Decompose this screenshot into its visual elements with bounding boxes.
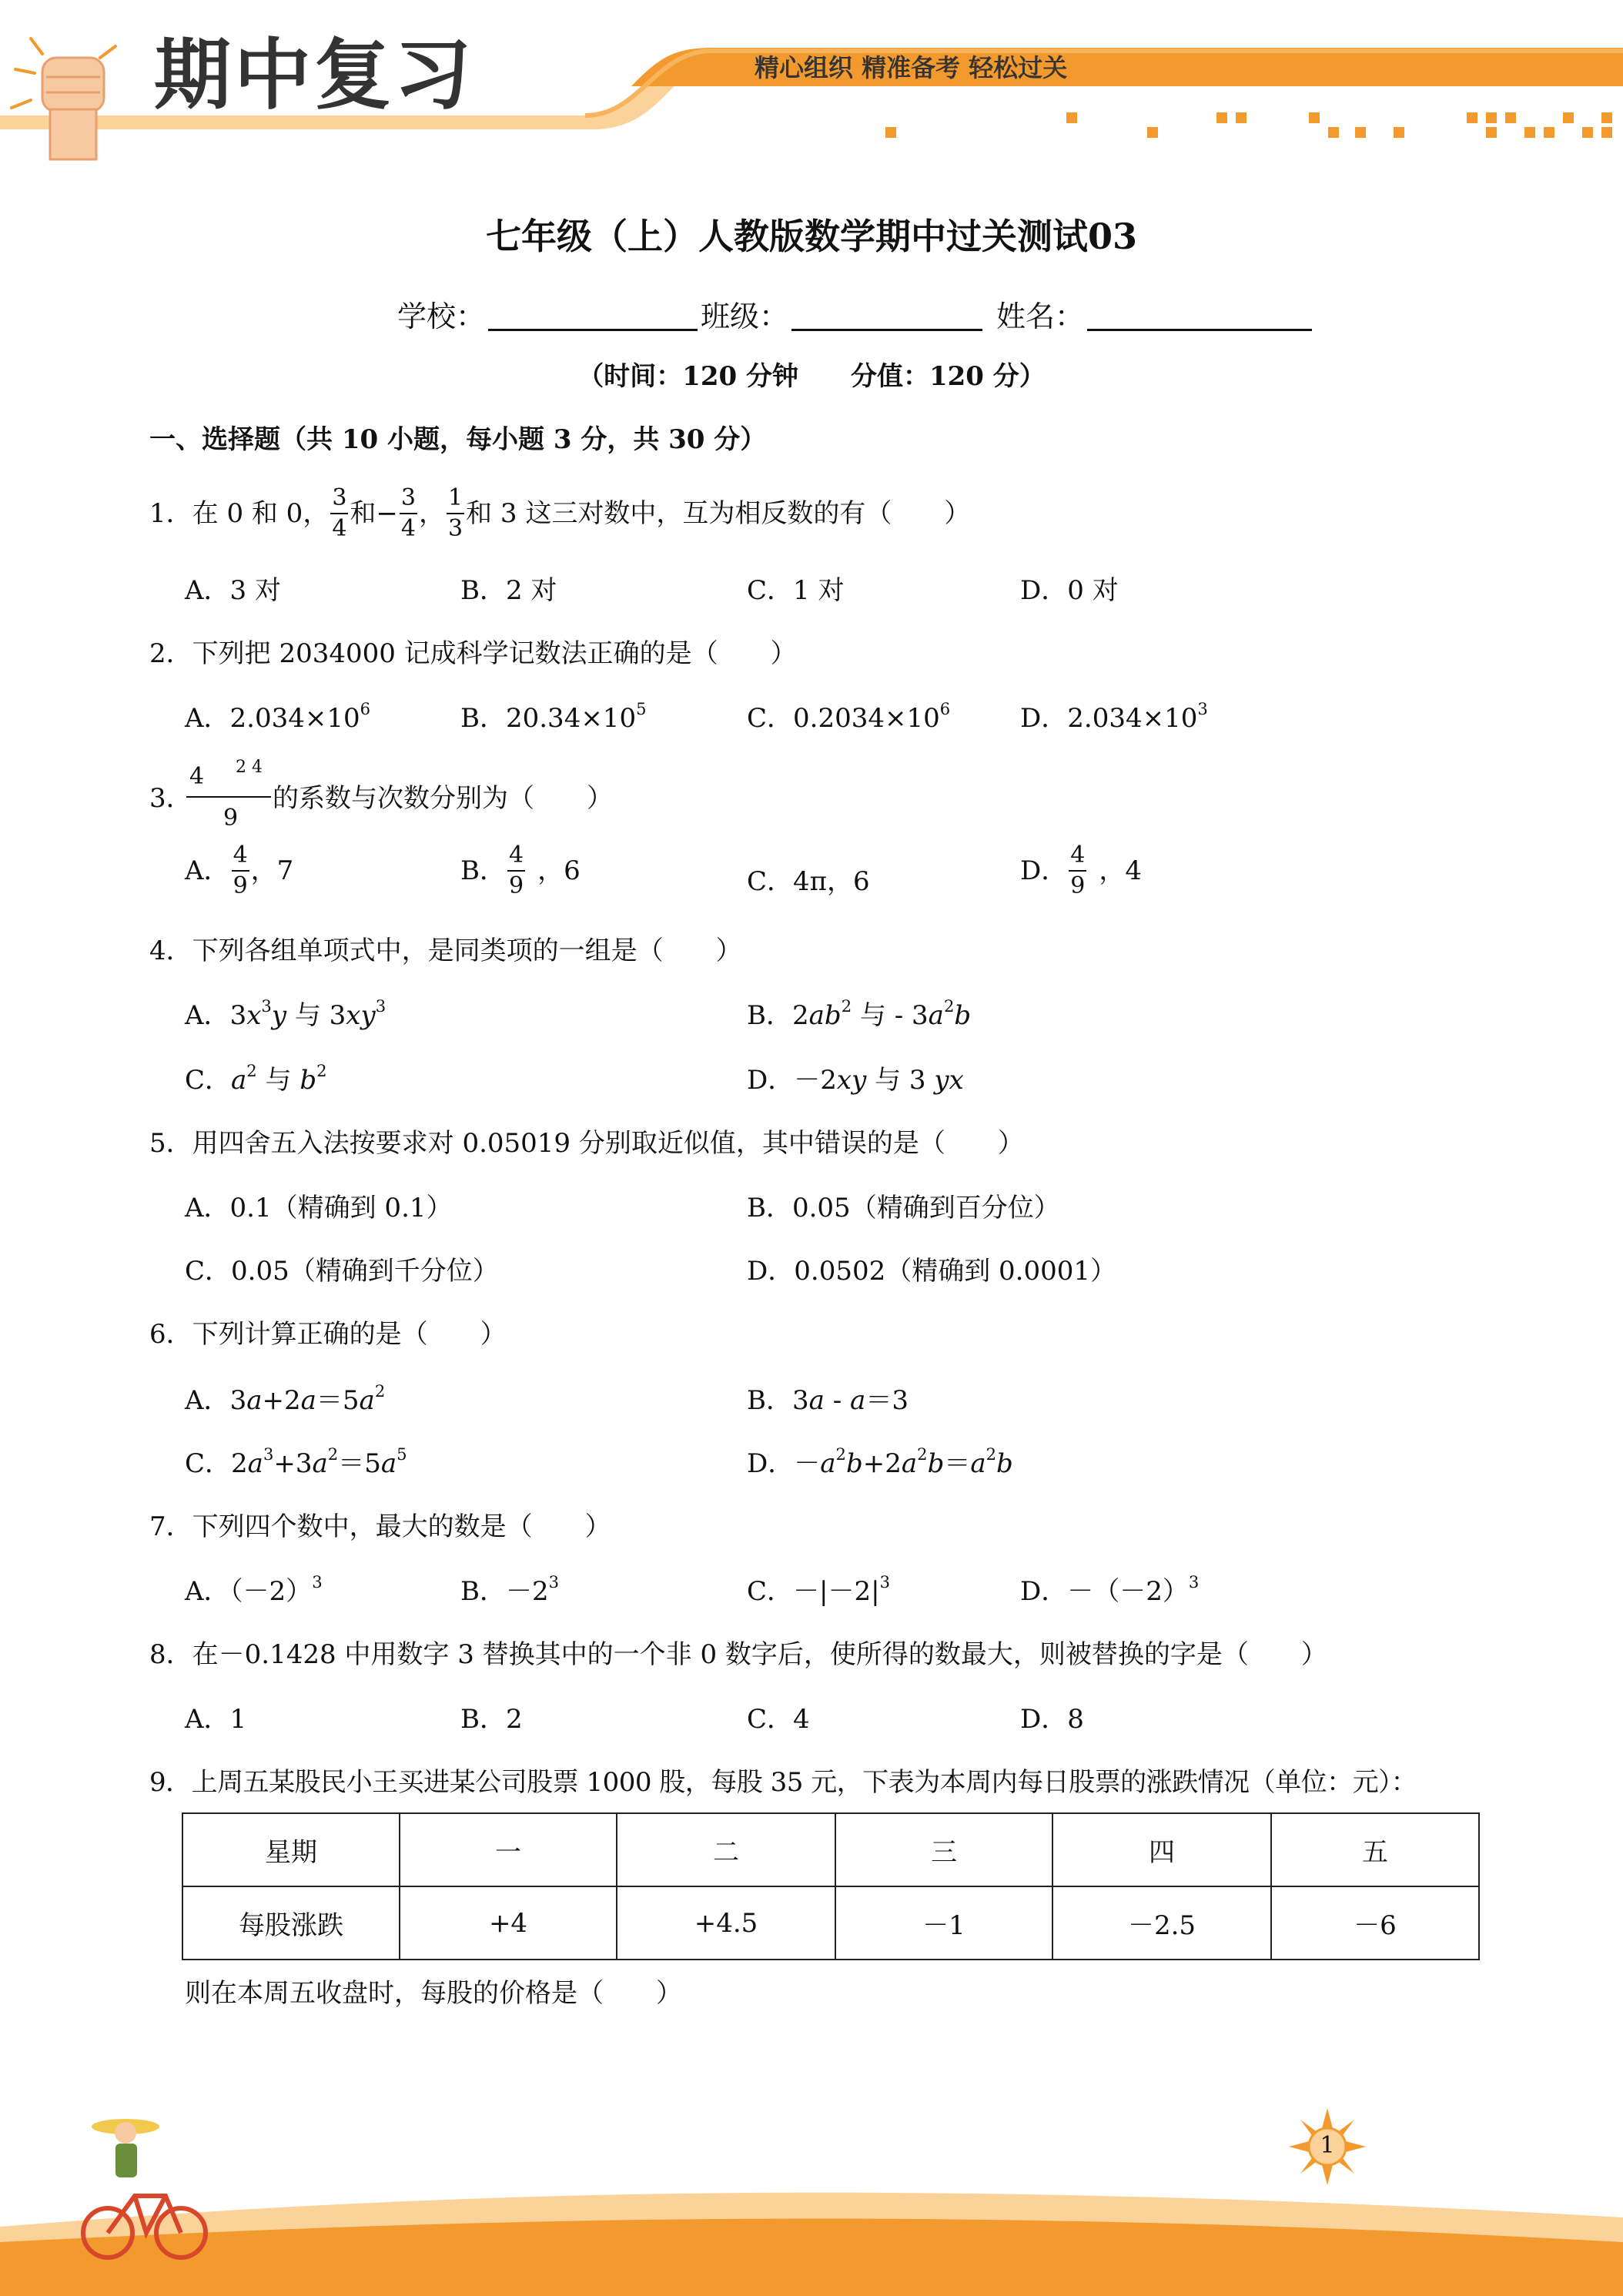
q1-option-c[interactable]: C．1 对 [747,575,845,606]
table-cell: +4.5 [617,1886,835,1960]
fist-icon [8,23,123,177]
student-info-row [397,302,1315,331]
question-4: 4．下列各组单项式中，是同类项的一组是（ ） [149,935,742,966]
q4-option-b[interactable]: B．$2ab^2$ 与 - $3a^2b$ [747,996,972,1031]
q5-option-c[interactable]: C．0.05（精确到千分位） [185,1256,499,1287]
question-6: 6．下列计算正确的是（ ） [149,1319,507,1350]
q7-option-a[interactable]: A．$(-2)^3$ [185,1572,323,1607]
q5-option-a[interactable]: A．0.1（精确到 0.1） [185,1193,453,1223]
header-slogan: 精心组织 精准备考 轻松过关 [755,53,1068,82]
q4-option-a[interactable]: A．$3x^3y$ 与 $3xy^3$ [185,996,387,1031]
q3-option-d[interactable]: D． $\frac{4}{9}$ ，4 [1020,842,1142,899]
q7-option-d[interactable]: D．$-(-2)^3$ [1020,1572,1200,1607]
q7-option-c[interactable]: C．$-|-2|^3$ [747,1572,890,1607]
table-cell: －6 [1271,1886,1479,1960]
q6-option-c[interactable]: C．$2a^3+3a^2=5a^5$ [185,1444,407,1479]
table-cell: 二 [617,1813,835,1886]
q8-option-b[interactable]: B．2 [460,1704,523,1735]
q4-option-d[interactable]: D．－2xy 与 3 yx [747,1065,964,1096]
table-cell: －2.5 [1052,1886,1271,1960]
q1-option-d[interactable]: D．0 对 [1020,575,1119,606]
table-cell: 一 [400,1813,617,1886]
table-cell: －1 [835,1886,1052,1960]
q1-option-a[interactable]: A．3 对 [185,575,281,606]
question-1: 1．在 0 和 0， $\frac{3}{4}$ 和− $\frac{3}{4}$ ， $\frac{1}{3}$ 和 3 这三对数中，互为相反数的有（ ） [149,484,971,542]
fraction: $\frac{1}{3}$ [448,484,463,542]
question-2: 2．下列把 2034000 记成科学记数法正确的是（ ） [149,638,797,669]
q3-option-a[interactable]: A． $\frac{4}{9}$ ，7 [185,842,294,899]
page-number: 1 [1320,2132,1335,2159]
question-7: 7．下列四个数中，最大的数是（ ） [149,1511,611,1542]
school-blank[interactable] [488,329,698,331]
q4-option-c[interactable]: C．$a^2$ 与 $b^2$ [185,1061,327,1096]
table-header-row [182,1813,1479,1886]
footer-wave [0,2127,1623,2296]
table-cell: 每股涨跌 [182,1886,400,1960]
q2-option-b[interactable]: B．$20.34\times 10^5$ [460,699,647,734]
class-label: 班级： [701,300,789,333]
q2-option-c[interactable]: C．$0.2034\times 10^6$ [747,699,951,734]
q7-option-b[interactable]: B．$-2^3$ [460,1572,560,1607]
q9-tail: 则在本周五收盘时，每股的价格是（ ） [185,1978,682,2009]
q5-option-d[interactable]: D．0.0502（精确到 0.0001） [747,1256,1117,1287]
q1-option-b[interactable]: B．2 对 [460,575,557,606]
name-blank[interactable] [1087,329,1312,331]
page-title: 七年级（上）人教版数学期中过关测试03 [485,216,1137,257]
question-8: 8．在－0.1428 中用数字 3 替换其中的一个非 0 数字后，使所得的数最大，则被替换的字是（ ） [149,1639,1327,1670]
q8-option-d[interactable]: D．8 [1020,1704,1084,1735]
q2-option-d[interactable]: D．$2.034\times 10^3$ [1020,699,1208,734]
table-cell: +4 [400,1886,617,1960]
q2-option-a[interactable]: A．$2.034\times 10^6$ [185,699,371,734]
section-heading: 一、选择题（共 10 小题，每小题 3 分，共 30 分） [149,424,767,455]
header-banner [0,0,1623,154]
table-cell: 星期 [182,1813,400,1886]
q3-frac-den: 9 [223,805,239,832]
fraction: $\frac{3}{4}$ [332,484,347,542]
q3-option-b[interactable]: B． $\frac{4}{9}$ ，6 [460,842,581,899]
q8-option-a[interactable]: A．1 [185,1704,247,1735]
table-cell: 五 [1271,1813,1479,1886]
q8-option-c[interactable]: C．4 [747,1704,810,1735]
class-blank[interactable] [791,329,982,331]
q3-frac-sup: 2 4 [236,758,263,777]
q6-option-b[interactable]: B．3a - a＝3 [747,1385,909,1416]
question-9: 9．上周五某股民小王买进某公司股票 1000 股，每股 35 元，下表为本周内每日股票的涨跌情况（单位：元）： [149,1767,1417,1798]
q3-frac-top: 4 [189,763,205,790]
table-cell: 三 [835,1813,1052,1886]
q3-option-c[interactable]: C．4π，6 [747,866,870,897]
logo-text: 期中复习 [154,30,474,120]
q5-option-b[interactable]: B．0.05（精确到百分位） [747,1193,1060,1223]
name-label: 姓名： [996,300,1085,333]
table-row [182,1886,1479,1960]
bicycle-icon [73,2110,227,2264]
exam-meta: （时间：120 分钟 分值：120 分） [577,361,1046,392]
q6-option-d[interactable]: D．$-a^2b+2a^2b=a^2b$ [747,1444,1013,1479]
question-5: 5．用四舍五入法按要求对 0.05019 分别取近似值，其中错误的是（ ） [149,1128,1024,1159]
stock-change-table [182,1812,1480,1960]
table-cell: 四 [1052,1813,1271,1886]
fraction: $\frac{3}{4}$ [400,484,417,542]
q6-option-a[interactable]: A．$3a+2a=5a^2$ [185,1381,386,1416]
school-label: 学校： [397,300,486,333]
